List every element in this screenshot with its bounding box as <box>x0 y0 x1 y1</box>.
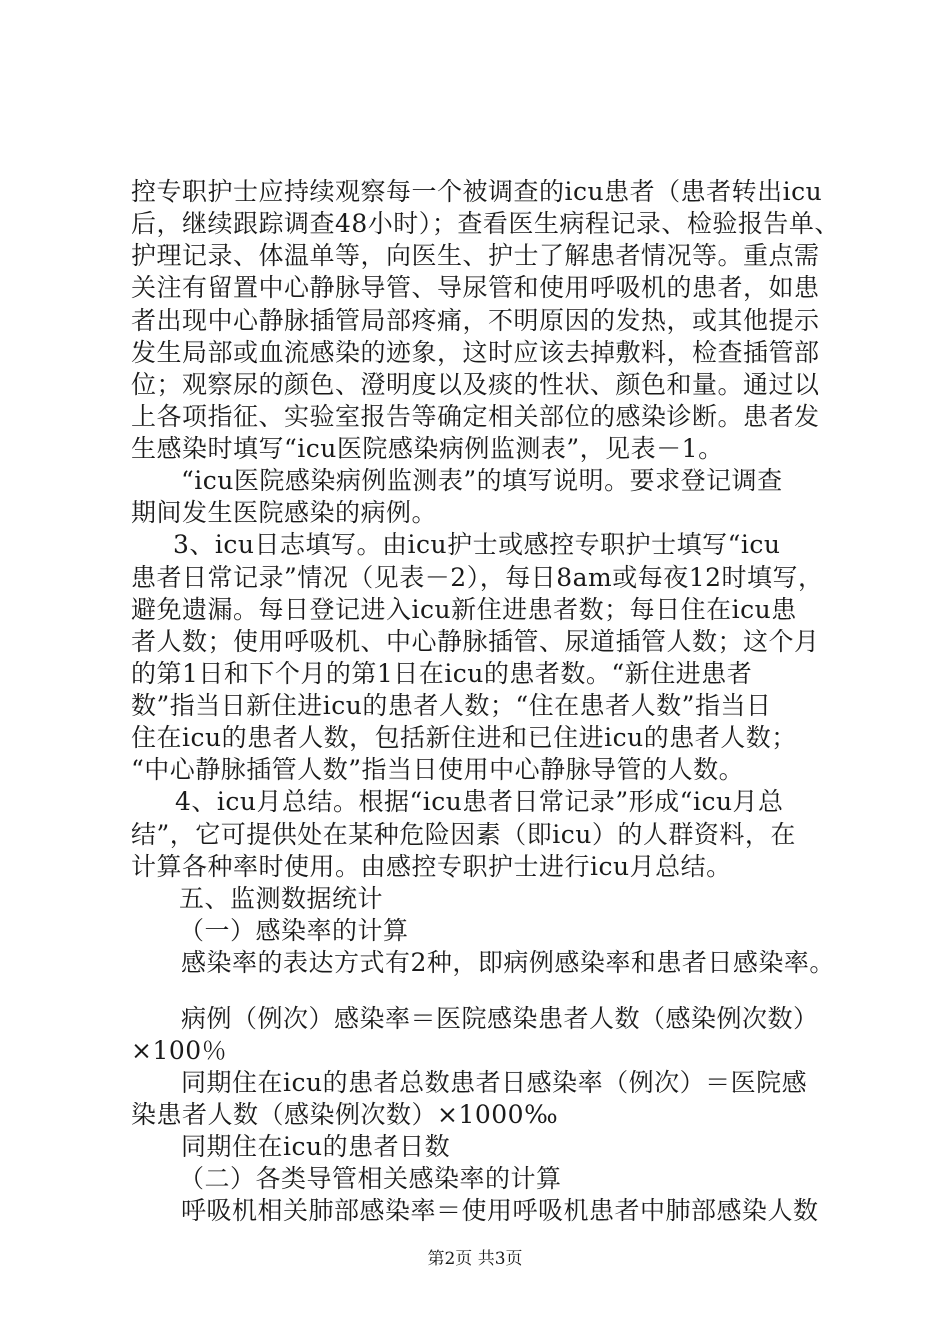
text-line: 同期住在icu的患者总数患者日感染率（例次）＝医院感 <box>181 1068 808 1097</box>
text-line: 患者日常记录”情况（见表－2），每日8am或每夜12时填写， <box>131 563 824 592</box>
text-line: 呼吸机相关肺部感染率＝使用呼吸机患者中肺部感染人数 <box>181 1196 819 1225</box>
text-line: 4、icu月总结。根据“icu患者日常记录”形成“icu月总 <box>175 787 784 816</box>
text-line: 控专职护士应持续观察每一个被调查的icu患者（患者转出icu <box>131 177 823 206</box>
text-line: 避免遗漏。每日登记进入icu新住进患者数；每日住在icu患 <box>131 595 797 624</box>
text-line: 关注有留置中心静脉导管、导尿管和使用呼吸机的患者，如患 <box>131 273 820 302</box>
text-line: 计算各种率时使用。由感控专职护士进行icu月总结。 <box>131 852 732 881</box>
text-line: “中心静脉插管人数”指当日使用中心静脉导管的人数。 <box>131 755 745 784</box>
text-line: 上各项指征、实验室报告等确定相关部位的感染诊断。患者发 <box>131 402 820 431</box>
text-line: 者出现中心静脉插管局部疼痛，不明原因的发热，或其他提示 <box>131 306 820 335</box>
text-line: 住在icu的患者人数，包括新住进和已住进icu的患者人数； <box>131 723 797 752</box>
text-line: 生感染时填写“icu医院感染病例监测表”，见表－1。 <box>131 434 724 463</box>
text-line: 期间发生医院感染的病例。 <box>131 498 438 527</box>
text-line: （一）感染率的计算 <box>179 916 409 945</box>
text-line: 位；观察尿的颜色、澄明度以及痰的性状、颜色和量。通过以 <box>131 370 820 399</box>
text-line: 结”，它可提供处在某种危险因素（即icu）的人群资料，在 <box>131 820 796 849</box>
text-line: 3、icu日志填写。由icu护士或感控专职护士填写“icu <box>173 530 781 559</box>
text-line: “icu医院感染病例监测表”的填写说明。要求登记调查 <box>181 466 783 495</box>
page-number-footer: 第2页 共3页 <box>427 1249 523 1269</box>
text-line: （二）各类导管相关感染率的计算 <box>179 1164 562 1193</box>
text-line: 同期住在icu的患者日数 <box>181 1132 451 1161</box>
text-line: ×100％ <box>131 1036 228 1065</box>
text-line: 护理记录、体温单等，向医生、护士了解患者情况等。重点需 <box>131 241 820 270</box>
text-line: 病例（例次）感染率＝医院感染患者人数（感染例次数） <box>181 1004 819 1033</box>
text-line: 发生局部或血流感染的迹象，这时应该去掉敷料，检查插管部 <box>131 338 820 367</box>
text-line: 感染率的表达方式有2种，即病例感染率和患者日感染率。 <box>181 948 835 977</box>
text-line: 五、监测数据统计 <box>179 884 384 913</box>
text-line: 数”指当日新住进icu的患者人数；“住在患者人数”指当日 <box>131 691 772 720</box>
text-line: 者人数；使用呼吸机、中心静脉插管、尿道插管人数；这个月 <box>131 627 820 656</box>
text-line: 后，继续跟踪调查48小时）；查看医生病程记录、检验报告单、 <box>131 209 840 238</box>
text-line: 染患者人数（感染例次数）×1000‰ <box>131 1100 559 1129</box>
text-line: 的第1日和下个月的第1日在icu的患者数。“新住进患者 <box>131 659 753 688</box>
